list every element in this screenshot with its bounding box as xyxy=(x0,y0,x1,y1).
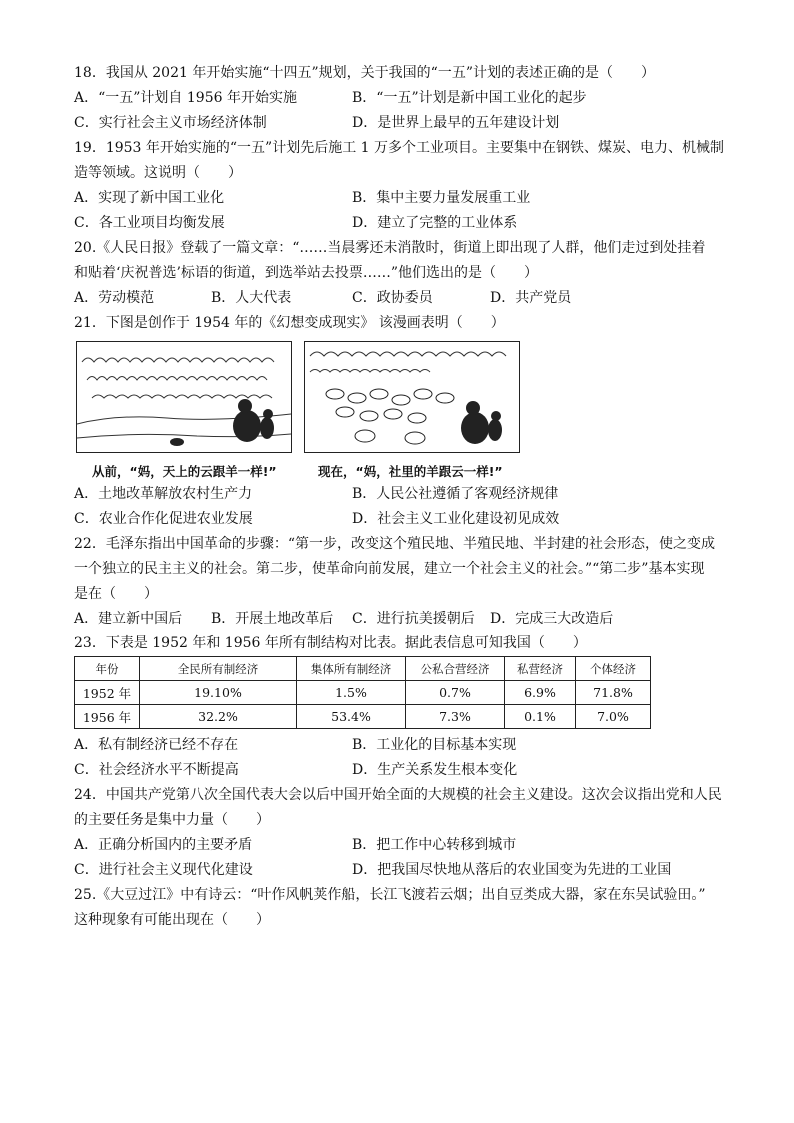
q22-option-b: B．开展土地改革后 xyxy=(211,611,334,627)
q19-option-b: B．集中主要力量发展重工业 xyxy=(352,190,531,206)
q24-stem-line2: 的主要任务是集中力量（ ） xyxy=(74,812,270,828)
table-header-cell: 集体所有制经济 xyxy=(297,657,406,681)
q21-option-a: A．土地改革解放农村生产力 xyxy=(74,486,253,502)
q18-option-c: C．实行社会主义市场经济体制 xyxy=(74,115,267,131)
q22-option-a: A．建立新中国后 xyxy=(74,611,183,627)
q22-stem-line3: 是在（ ） xyxy=(74,586,158,602)
q22-option-c: C．进行抗美援朝后 xyxy=(352,611,475,627)
q21-option-d: D．社会主义工业化建设初见成效 xyxy=(352,511,560,527)
ownership-table xyxy=(74,656,651,729)
table-header-row xyxy=(75,657,651,681)
q22-stem-line2: 一个独立的民主主义的社会。第二步，使革命向前发展，建立一个社会主义的社会。”“第二步”基本实现 xyxy=(74,561,705,577)
table-header-cell: 全民所有制经济 xyxy=(140,657,297,681)
table-row xyxy=(75,705,651,729)
table-cell: 0.1% xyxy=(505,705,576,729)
q24-option-d: D．把我国尽快地从落后的农业国变为先进的工业国 xyxy=(352,862,672,878)
q23-option-b: B．工业化的目标基本实现 xyxy=(352,737,517,753)
q18-option-b: B．“一五”计划是新中国工业化的起步 xyxy=(352,90,587,106)
q18-option-a: A．“一五”计划自 1956 年开始实施 xyxy=(74,90,297,106)
q25-stem-line2: 这种现象有可能出现在（ ） xyxy=(74,912,270,928)
table-header-cell: 个体经济 xyxy=(576,657,651,681)
cartoon-caption-before: 从前，“妈，天上的云跟羊一样!” xyxy=(92,464,277,479)
q20-stem-line1: 20.《人民日报》登载了一篇文章：“……当晨雾还未消散时，街道上即出现了人群，他们走过到处挂着 xyxy=(74,240,706,256)
q18-option-d: D．是世界上最早的五年建设计划 xyxy=(352,115,560,131)
table-row xyxy=(75,681,651,705)
table-cell: 7.0% xyxy=(576,705,651,729)
q23-option-d: D．生产关系发生根本变化 xyxy=(352,762,518,778)
q21-stem: 21．下图是创作于 1954 年的《幻想变成现实》 该漫画表明（ ） xyxy=(74,315,505,331)
q19-stem-line2: 造等领域。这说明（ ） xyxy=(74,165,242,181)
q22-option-d: D．完成三大改造后 xyxy=(490,611,614,627)
table-cell: 7.3% xyxy=(406,705,505,729)
cartoon-panel-after xyxy=(304,341,520,453)
table-cell: 6.9% xyxy=(505,681,576,705)
table-cell: 71.8% xyxy=(576,681,651,705)
q23-option-a: A．私有制经济已经不存在 xyxy=(74,737,239,753)
table-header-cell: 私营经济 xyxy=(505,657,576,681)
table-header-cell: 年份 xyxy=(75,657,140,681)
q24-option-b: B．把工作中心转移到城市 xyxy=(352,837,517,853)
q21-option-c: C．农业合作化促进农业发展 xyxy=(74,511,253,527)
q19-stem-line1: 19．1953 年开始实施的“一五”计划先后施工 1 万多个工业项目。主要集中在钢铁、煤炭、电力、机械制 xyxy=(74,140,725,156)
table-cell: 1.5% xyxy=(297,681,406,705)
table-cell: 53.4% xyxy=(297,705,406,729)
table-cell: 32.2% xyxy=(140,705,297,729)
q20-option-a: A．劳动模范 xyxy=(74,290,155,306)
q20-option-b: B．人大代表 xyxy=(211,290,292,306)
q24-stem-line1: 24．中国共产党第八次全国代表大会以后中国开始全面的大规模的社会主义建设。这次会议指出党和人民 xyxy=(74,787,722,803)
cartoon-caption-after: 现在，“妈，社里的羊跟云一样!” xyxy=(318,464,503,479)
q19-option-d: D．建立了完整的工业体系 xyxy=(352,215,518,231)
q24-option-c: C．进行社会主义现代化建设 xyxy=(74,862,253,878)
table-cell: 1956 年 xyxy=(75,705,140,729)
q18-stem: 18．我国从 2021 年开始实施“十四五”规划，关于我国的“一五”计划的表述正确的是（ ） xyxy=(74,65,655,81)
q20-option-d: D．共产党员 xyxy=(490,290,572,306)
cartoon-panel-before xyxy=(76,341,292,453)
q24-option-a: A．正确分析国内的主要矛盾 xyxy=(74,837,253,853)
q23-stem: 23．下表是 1952 年和 1956 年所有制结构对比表。据此表信息可知我国（ ） xyxy=(74,635,587,651)
q19-option-a: A．实现了新中国工业化 xyxy=(74,190,225,206)
q19-option-c: C．各工业项目均衡发展 xyxy=(74,215,225,231)
table-cell: 19.10% xyxy=(140,681,297,705)
q21-option-b: B．人民公社遵循了客观经济规律 xyxy=(352,486,559,502)
q22-stem-line1: 22．毛泽东指出中国革命的步骤：“第一步，改变这个殖民地、半殖民地、半封建的社会形态，使之变成 xyxy=(74,536,715,552)
q20-option-c: C．政协委员 xyxy=(352,290,433,306)
table-cell: 1952 年 xyxy=(75,681,140,705)
table-cell: 0.7% xyxy=(406,681,505,705)
q20-stem-line2: 和贴着‘庆祝普选’标语的街道，到选举站去投票……”他们选出的是（ ） xyxy=(74,265,539,281)
q23-option-c: C．社会经济水平不断提高 xyxy=(74,762,239,778)
q25-stem-line1: 25.《大豆过江》中有诗云：“叶作风帆荚作船，长江飞渡若云烟；出自豆类成大器，家在东吴试验田。” xyxy=(74,887,706,903)
table-header-cell: 公私合营经济 xyxy=(406,657,505,681)
